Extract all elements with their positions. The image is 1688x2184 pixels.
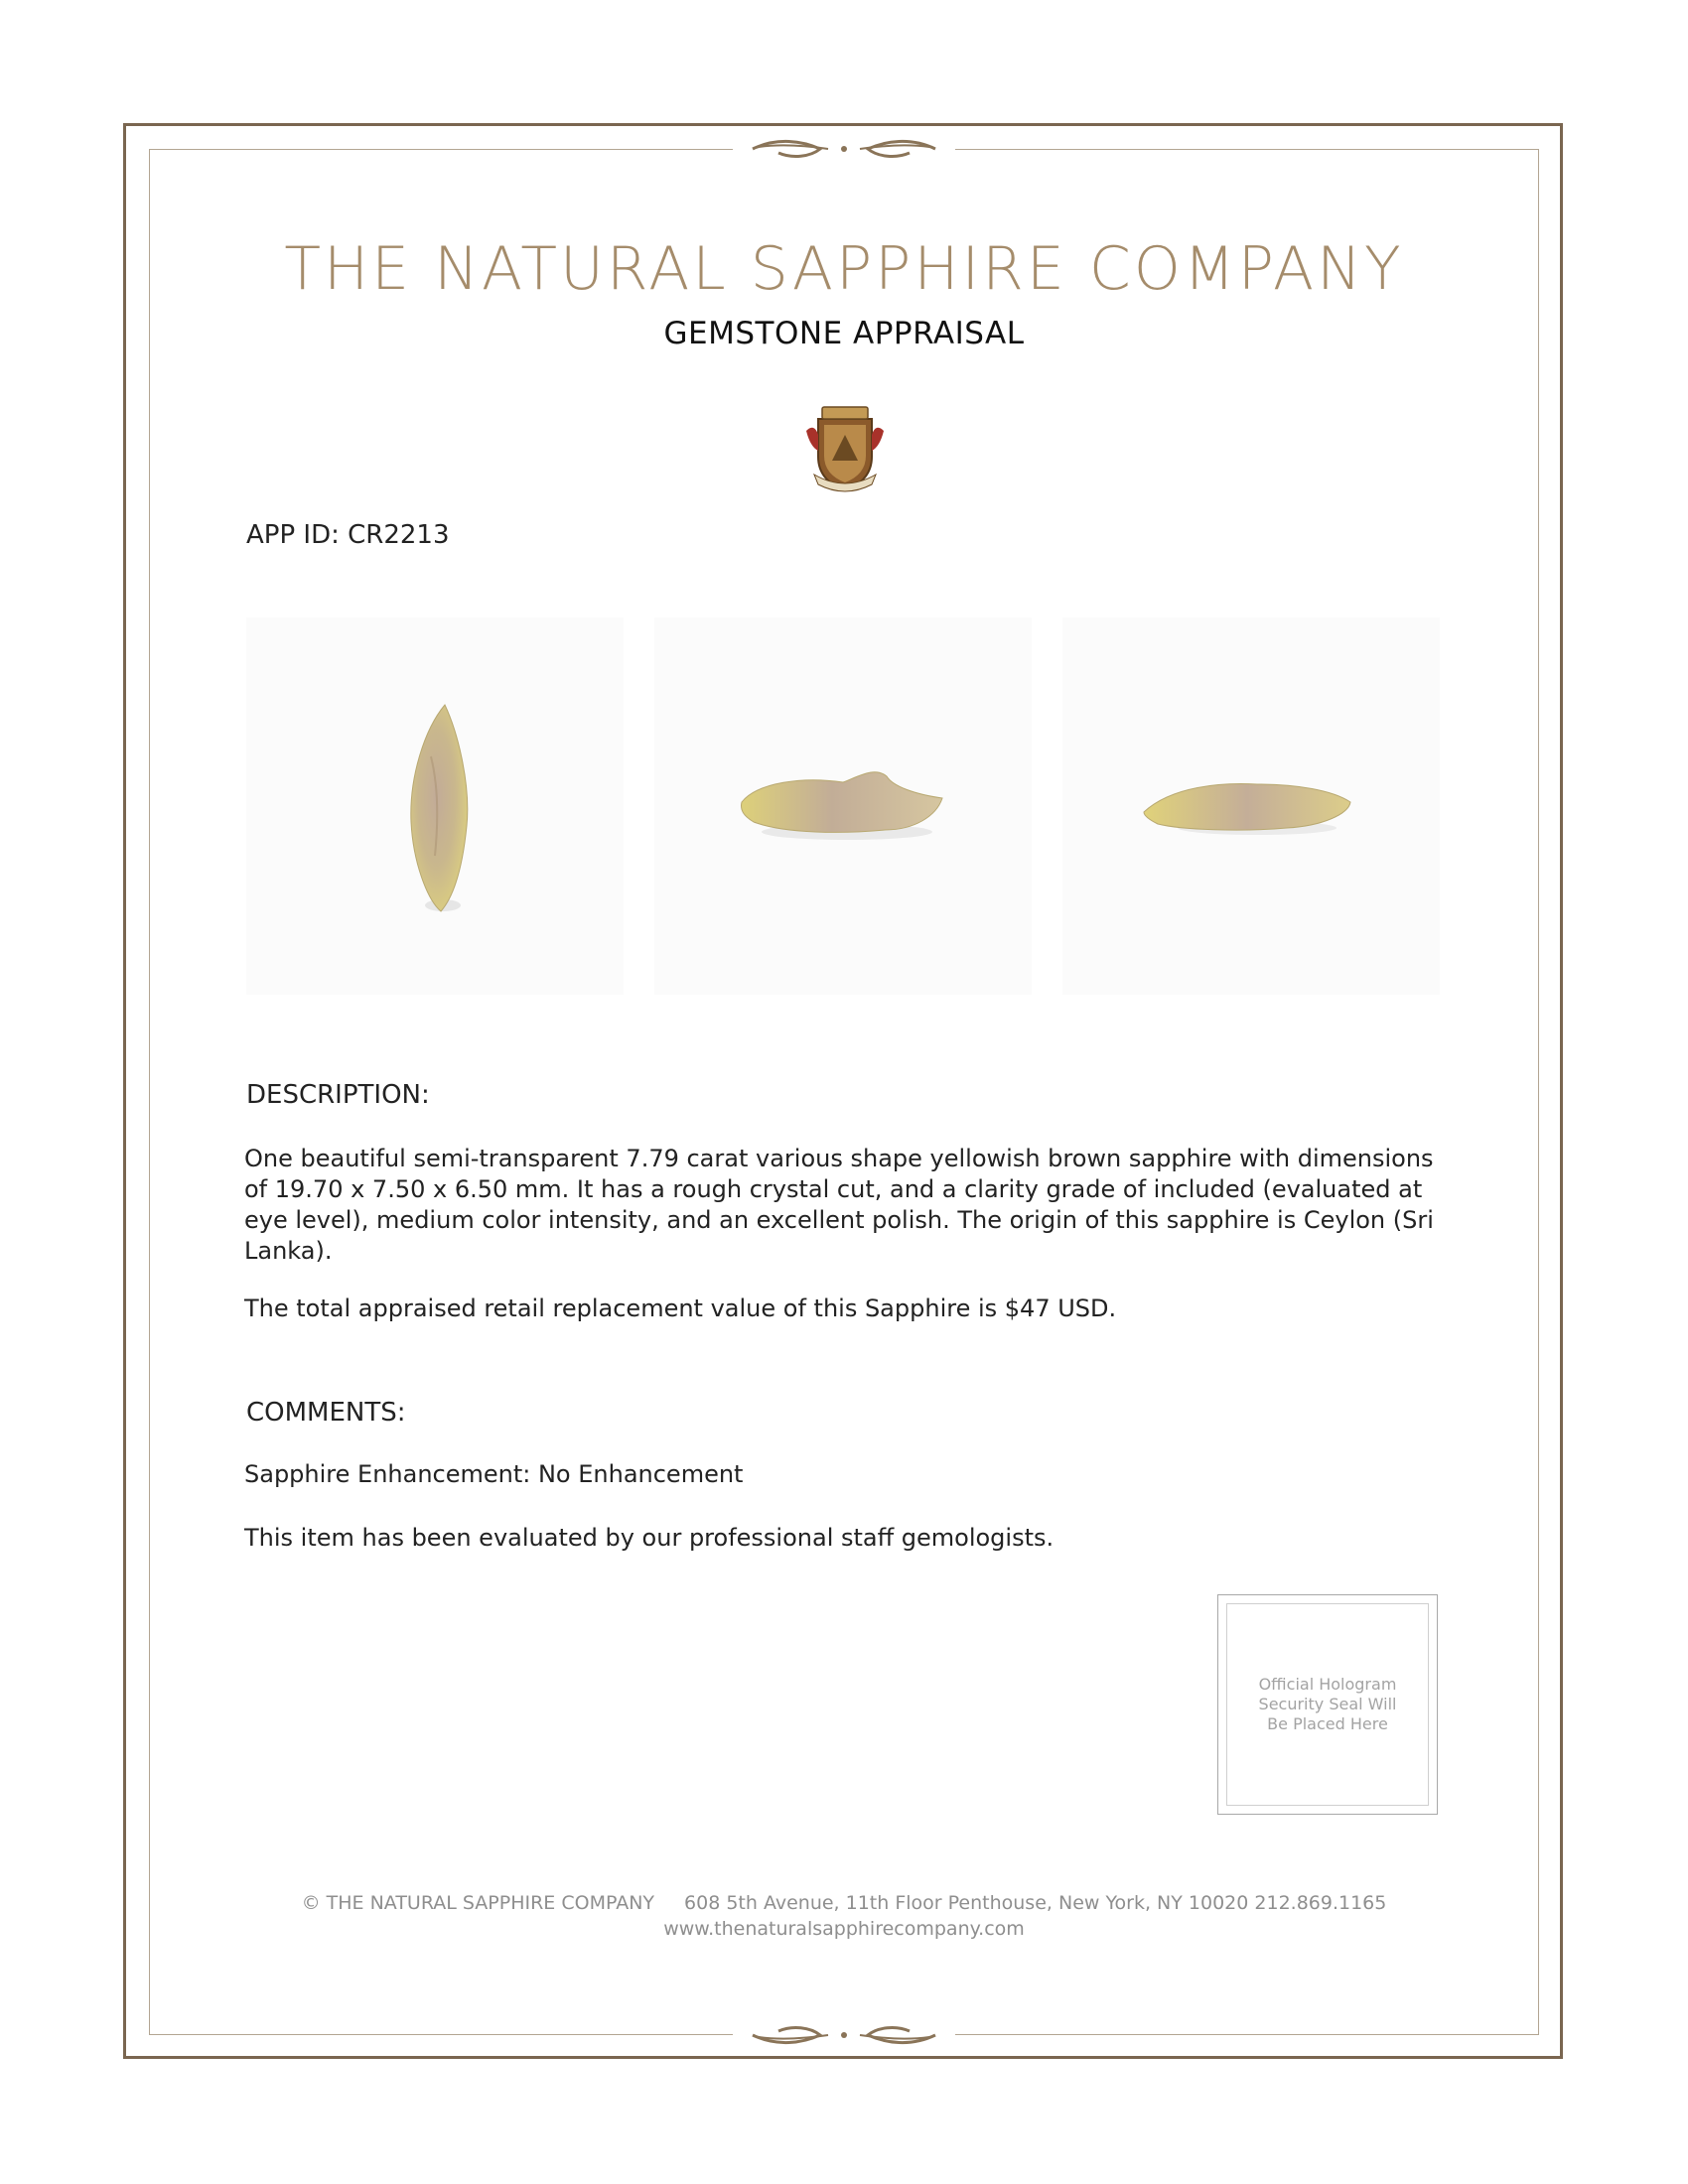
app-id: APP ID: CR2213 [246,520,450,550]
footer-copyright: © THE NATURAL SAPPHIRE COMPANY [301,1892,655,1914]
gem-photo-profile-view [1062,617,1440,995]
evaluation-text: This item has been evaluated by our professional staff gemologists. [244,1524,1055,1552]
seal-text: Official Hologram Security Seal Will Be Placed Here [1258,1675,1397,1733]
enhancement-text: Sapphire Enhancement: No Enhancement [244,1460,744,1488]
flourish-ornament-icon [733,2021,955,2049]
flourish-ornament-icon [733,135,955,163]
page-title: GEMSTONE APPRAISAL [663,316,1025,351]
footer-line [149,1892,1539,1914]
appraised-value-text: The total appraised retail replacement value of this Sapphire is $47 USD. [244,1295,1117,1322]
heraldic-crest-icon [802,401,888,496]
footer-website[interactable]: www.thenaturalsapphirecompany.com [663,1918,1025,1940]
company-name: THE NATURAL SAPPHIRE COMPANY [284,234,1404,304]
comments-heading: COMMENTS: [246,1398,406,1428]
description-heading: DESCRIPTION: [246,1080,430,1110]
description-text: One beautiful semi-transparent 7.79 carat various shape yellowish brown sapphire with dimensions of 19.70 x 7.50 x 6.50 mm. It has a rough crystal cut, and a clarity grade of included (evaluated at eye level), medium color intensity, and an excellent polish. The origin of this sapphire is Ceylon (Sri Lanka). [244,1145,1434,1265]
gem-photo-side-view [654,617,1032,995]
footer-address: 608 5th Avenue, 11th Floor Penthouse, New York, NY 10020 212.869.1165 [684,1892,1387,1914]
seal-inner-border [1226,1603,1429,1806]
hologram-seal-placeholder [1217,1594,1438,1815]
gem-photo-top-view [246,617,624,995]
